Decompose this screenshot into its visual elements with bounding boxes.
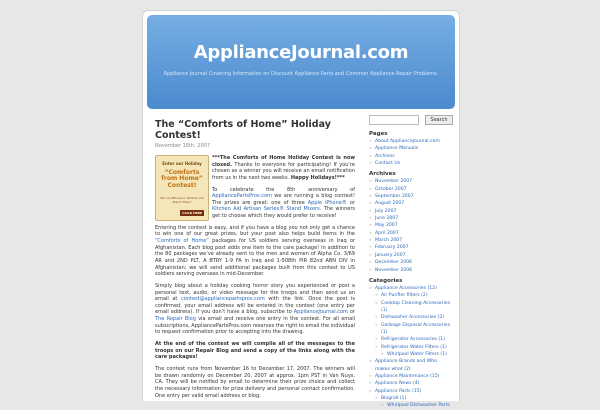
archive-link[interactable]: » July 2007 xyxy=(369,208,453,215)
category-link[interactable]: » Garbage Disposal Accessories (1) xyxy=(369,322,453,337)
archive-link[interactable]: » January 2007 xyxy=(369,252,453,259)
link-appliancepartspros[interactable]: AppliancePartsPros.com xyxy=(212,193,272,200)
main-content xyxy=(155,119,355,404)
paragraph-5 xyxy=(155,341,355,361)
text: Simply blog about a holiday cooking horror story you experienced or post a personal text, audio, or video message for the troops and then send us an email at xyxy=(155,282,355,303)
archive-link[interactable]: » November 2007 xyxy=(369,178,453,185)
archive-link[interactable]: » April 2007 xyxy=(369,230,453,237)
categories-heading: Categories xyxy=(369,277,403,284)
thanks-text: Thanks to everyone for participating! If you’re chosen as a winner you will receive an email notification from us in the next two weeks. xyxy=(212,161,355,181)
text: we are running a blog contest! The prizes are great: one of three xyxy=(212,193,356,206)
archive-link[interactable]: » May 2007 xyxy=(369,222,453,229)
blog-title[interactable]: ApplianceJournal.com xyxy=(193,42,409,63)
search-form xyxy=(369,115,453,125)
text: or xyxy=(349,199,356,206)
promo-click-here: CLICK HERE xyxy=(182,211,202,215)
page-link[interactable]: » About ApplianceJournal.com xyxy=(369,138,453,145)
category-link[interactable]: » Appliance Maintenance (15) xyxy=(369,373,453,380)
page xyxy=(142,10,460,409)
link-repair-blog[interactable]: The Repair Blog xyxy=(155,316,196,323)
archive-link[interactable]: » June 2007 xyxy=(369,215,453,222)
paragraph-3 xyxy=(155,225,355,278)
link-kitchen-aid-mixers[interactable]: Kitchen Aid Artisan Series® Stand Mixers xyxy=(212,206,320,213)
text: Entering the contest is easy, and if you have a blog you not only get a chance to win one of our great prizes, but your post also helps build items in the xyxy=(155,224,355,238)
text: or xyxy=(349,309,355,316)
search-button[interactable]: Search xyxy=(425,115,453,125)
category-link[interactable]: » Appliance Parts (15) xyxy=(369,388,453,395)
category-link[interactable]: » Appliance News (4) xyxy=(369,380,453,387)
archive-link[interactable]: » February 2007 xyxy=(369,244,453,251)
category-link[interactable]: » Cooktop Cleaning Accessories (1) xyxy=(369,300,453,315)
contest-promo-image[interactable] xyxy=(155,155,209,221)
blog-description: Appliance Journal Covering Information on Discount Appliance Parts and Common Appliance Repair Problems. xyxy=(163,71,439,77)
promo-line-2: “Comforts from Home” Contest! xyxy=(161,169,203,189)
link-contest-email[interactable]: contest@appliancepartspros.com xyxy=(181,296,265,303)
page-link[interactable]: » Appliance Manuals xyxy=(369,145,453,152)
categories-list xyxy=(369,285,453,410)
category-link[interactable]: » Whirlpool Water Filters (1) xyxy=(369,351,453,358)
text: . The winners get to choose which they would prefer to receive! xyxy=(212,206,355,220)
text: packages for US soldiers serving overseas in Iraq or Afghanistan. Each blog post adds one item to the care package! In addition to the 80 packages we’ve already sent to the men and women of Alpha Co. 3/69 AR and 2ND PLT, A BTRY 1-9 FA in Iraq and 1-508th PIR 82nd ABN DIV in Afghanistan; we will send additional packages built from this contest to US soldiers serving overseas in mid-December. xyxy=(155,238,355,278)
category-link[interactable]: » Air Purifier filters (2) xyxy=(369,292,453,299)
post-date: November 16th, 2007 xyxy=(155,143,210,149)
archive-link[interactable]: » March 2007 xyxy=(369,237,453,244)
text: with the link. Once the post is confirmed, your email address will be entered in the contest (one entry per email address). If you don’t have a blog, subscribe to xyxy=(155,296,356,316)
category-link[interactable]: » Refrigerator Accessories (1) xyxy=(369,336,453,343)
link-comforts-of-home[interactable]: “Comforts of Home” xyxy=(155,238,209,245)
archives-heading: Archives xyxy=(369,171,396,178)
archives-list xyxy=(369,178,453,273)
category-link[interactable]: » Whirlpool Dishwasher Parts xyxy=(369,402,453,409)
archive-link[interactable]: » October 2007 xyxy=(369,186,453,193)
archive-link[interactable]: » December 2006 xyxy=(369,259,453,266)
archive-link[interactable]: » September 2007 xyxy=(369,193,453,200)
pages-list xyxy=(369,138,453,167)
paragraph-4 xyxy=(155,283,355,336)
happy-holidays-text: Happy Holidays!*** xyxy=(290,174,345,181)
post-entry xyxy=(155,155,355,399)
category-link[interactable]: » Refrigerator Water Filters (1) xyxy=(369,344,453,351)
promo-line-1: Enter our Holiday xyxy=(162,161,202,166)
text: via email and receive one entry in the contest. For all email subscriptions, AppliancePartsPros.com reserves the right to email the individual to request confirmation prior to accepting into the drawing. xyxy=(155,316,356,336)
category-link[interactable]: » Appliance Brands and Who makes what (2) xyxy=(369,358,453,373)
paragraph-6 xyxy=(155,366,355,399)
archive-link[interactable]: » August 2007 xyxy=(369,200,453,207)
contest-closed-notice: ***The Comforts of Home Holiday Contest is now closed. xyxy=(212,155,355,168)
category-link[interactable]: » Dishwasher Accessories (2) xyxy=(369,314,453,321)
archive-link[interactable]: » November 2006 xyxy=(369,267,453,274)
link-apple-iphone[interactable]: Apple iPhone® xyxy=(307,199,347,206)
sidebar xyxy=(369,115,453,410)
compile-messages-notice: At the end of the contest we will compile all of the messages to the troops on our Repair Blog and send a copy of the links along with the care packages! xyxy=(155,341,355,361)
category-link[interactable]: » Appliance Accessories (12) xyxy=(369,285,453,292)
pages-heading: Pages xyxy=(369,131,388,137)
link-appliancejournal[interactable]: ApplianceJournal.com xyxy=(293,309,348,316)
category-link[interactable]: » Blogroll (1) xyxy=(369,395,453,402)
text: To celebrate the 8th anniversary of xyxy=(212,186,355,193)
search-input[interactable] xyxy=(369,115,419,125)
page-link[interactable]: » Archives xyxy=(369,153,453,160)
text: The contest runs from November 16 to December 17, 2007. The winners will be drawn randomly on December 20, 2007 at approx. 1pm PST in Van Nuys, CA. They will be notified by email to determine their prize choice and collect the necessary information for prize delivery and personal contact confirmation. One entry per valid email address or blog; xyxy=(155,365,355,399)
promo-line-3: Win an iPhone or Kitchen Aid Stand Mixer! xyxy=(160,196,204,204)
post-title[interactable]: The “Comforts of Home” Holiday Contest! xyxy=(155,119,331,141)
header-banner xyxy=(147,15,455,109)
page-link[interactable]: » Contact Us xyxy=(369,160,453,167)
